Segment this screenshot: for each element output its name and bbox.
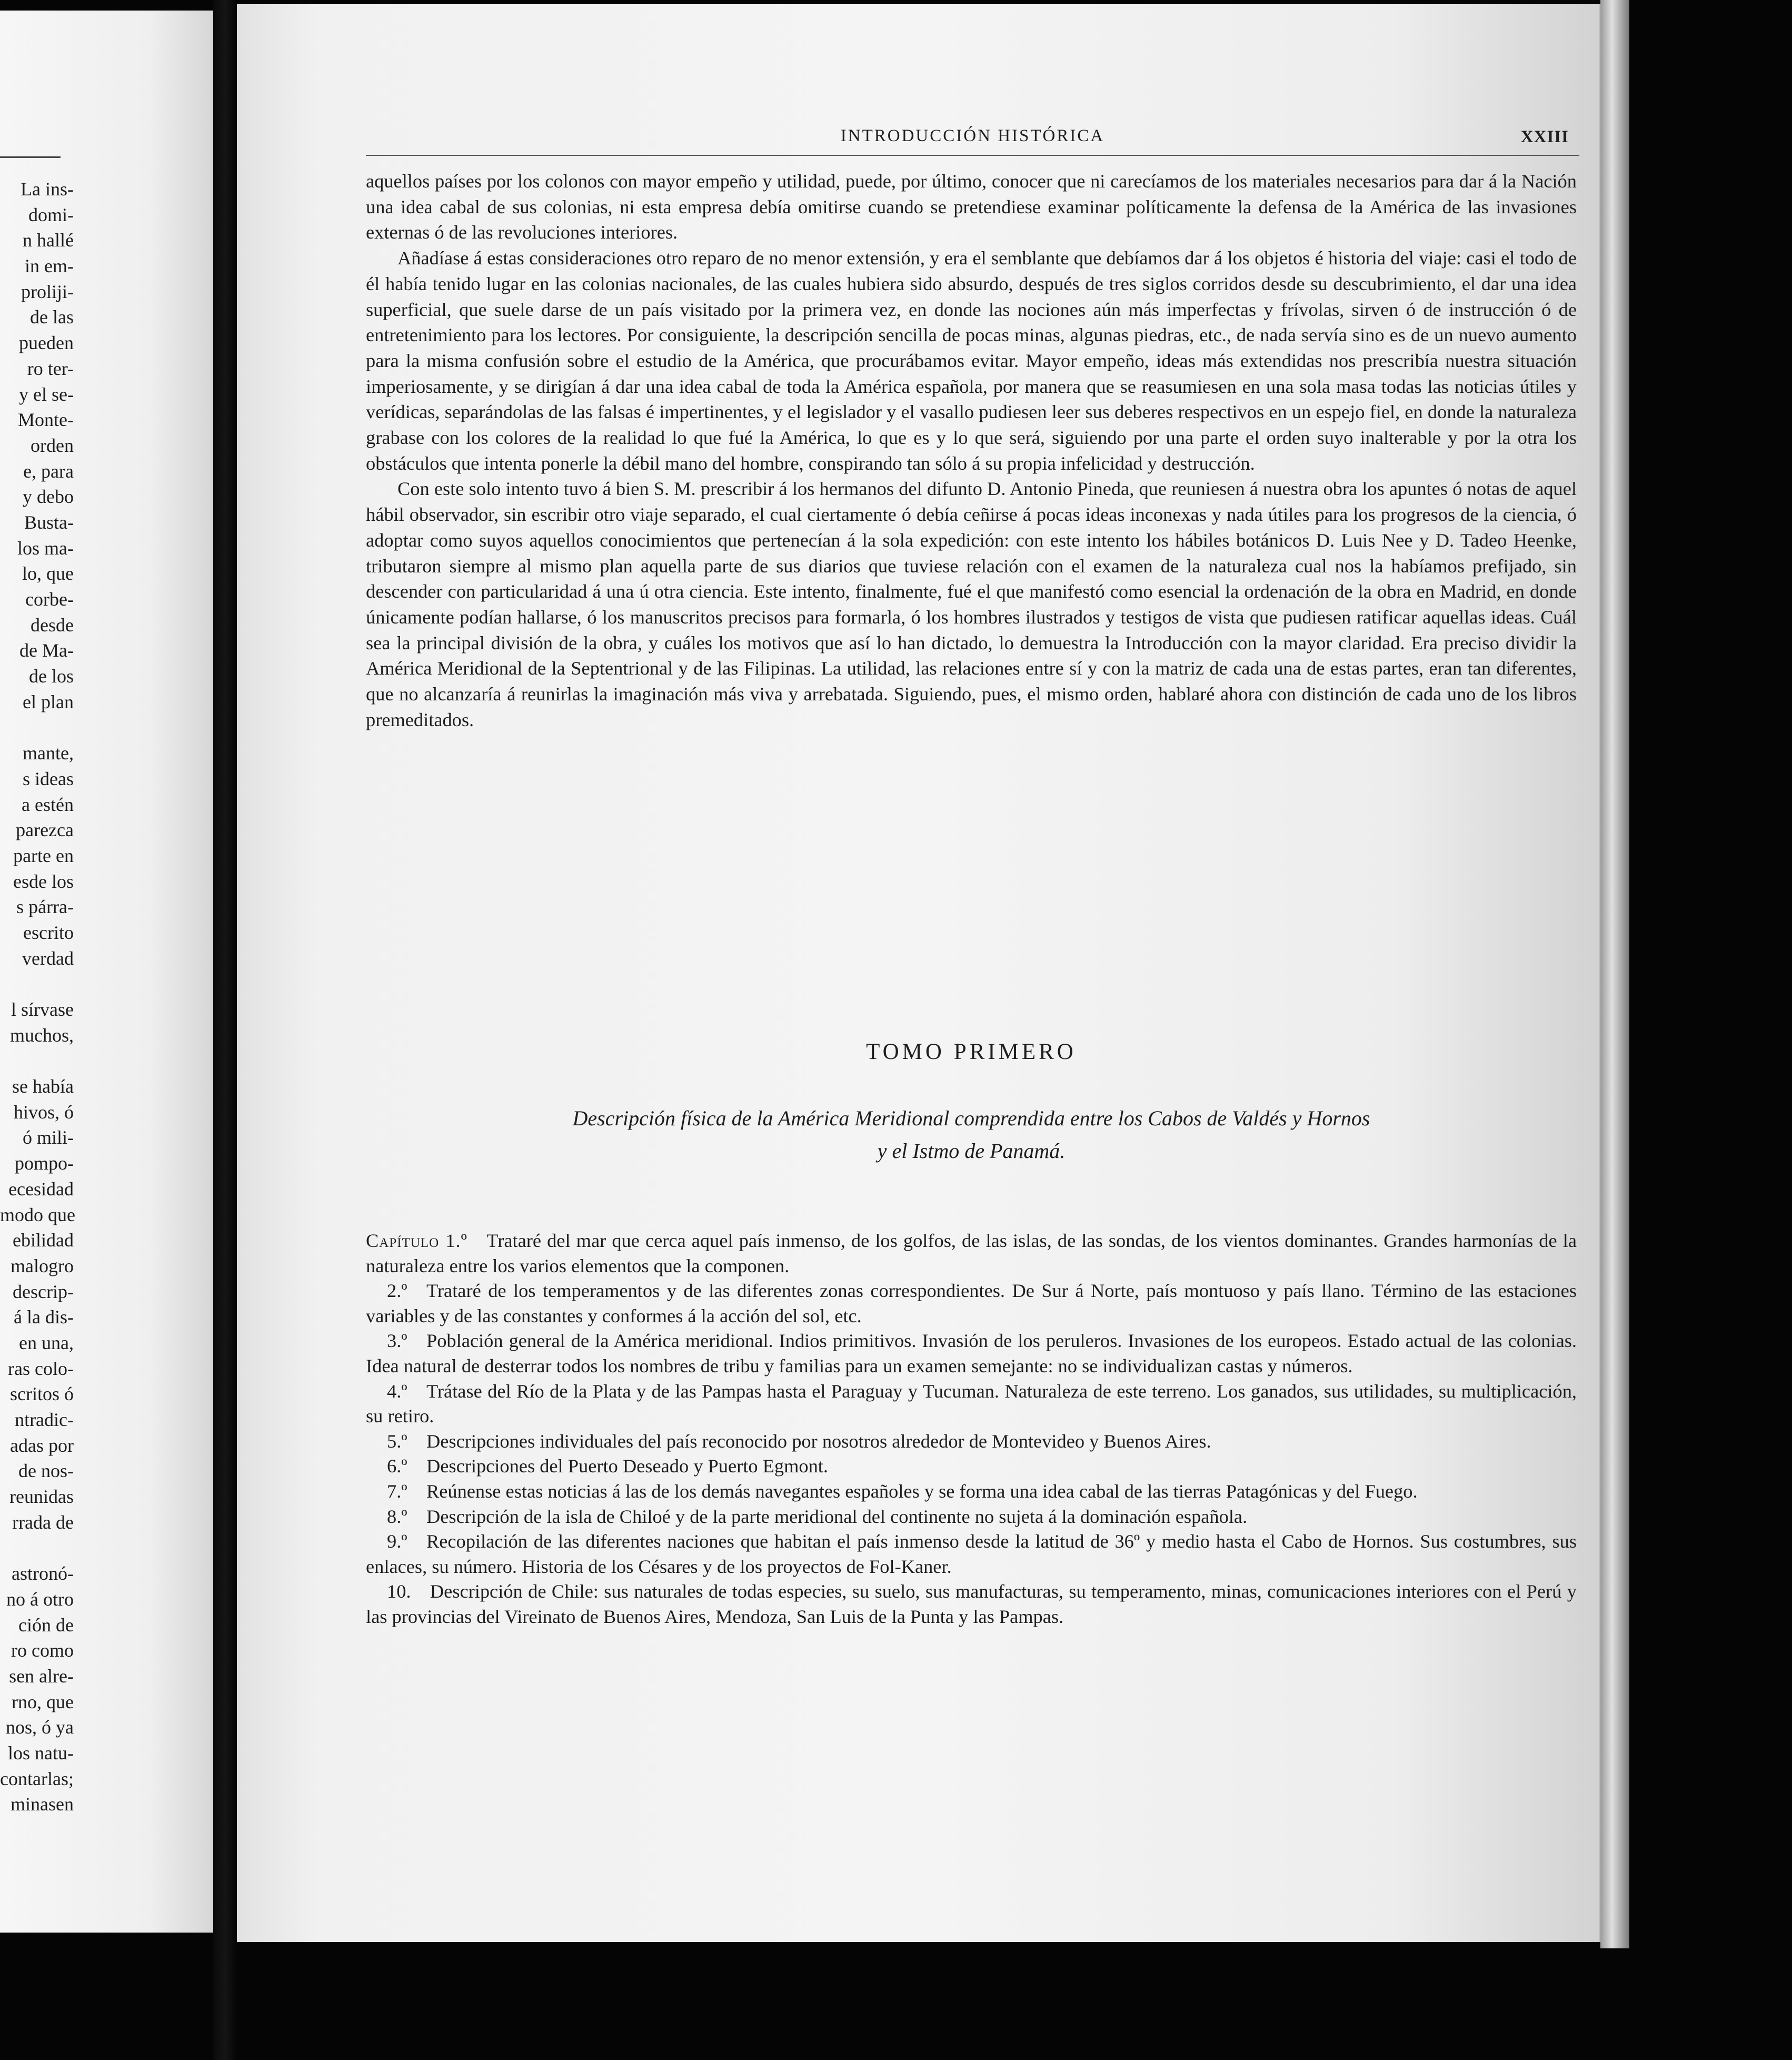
previous-page-line: en una,	[19, 1332, 74, 1353]
paragraph: Con este solo intento tuvo á bien S. M. prescribir á los hermanos del difunto D. Antonio Pineda, que reuniesen á nuestra obra los apuntes ó notas de aquel hábil observador, sin escribir otro viaje separado, el cual ciertamente ó debía ceñirse á pocas ideas inconexas y nada útiles para los progresos de la ciencia, ó adoptar como suyos aquellos conocimientos que pertenecían á la sola expedición: con este intento los hábiles botánicos D. Luis Nee y D. Tadeo Heenke, tributaron siempre al mismo plan aquella parte de sus diarios que tuviese relación con el examen de la naturaleza cual nos la habíamos prefijado, sin descender con particularidad á una ú otra ciencia. Este intento, finalmente, fué el que manifestó como esencial la ordenación de la obra en Madrid, en donde únicamente podían hallarse, ó los manuscritos precisos para formarla, ó los hombres ilustrados y testigos de vista que pudiesen ratificar aquellas ideas. Cuál sea la principal división de la obra, y cuáles los motivos que así lo han dictado, lo demuestra la Introducción con la mayor claridad. Era preciso dividir la América Meridional de la Septentrional y de las Filipinas. La utilidad, las relaciones entre sí y con la matriz de cada una de estas partes, eran tan diferentes, que no alcanzaría á reunirlas la imaginación más viva y arrebatada. Siguiendo, pues, el mismo orden, hablaré ahora con distinción de cada uno de los libros premeditados.	[366, 478, 1577, 730]
chapter-text: Descripción de la isla de Chiloé y de la parte meridional del continente no sujeta á la dominación española.	[426, 1506, 1248, 1527]
chapter-text: Descripciones del Puerto Deseado y Puerto Egmont.	[426, 1455, 828, 1477]
previous-page-line: y debo	[23, 486, 74, 508]
previous-page-line: de las	[30, 306, 74, 328]
chapter-label: 5.º	[387, 1430, 407, 1452]
chapter-entry	[366, 1279, 1577, 1329]
chapter-text: Descripción de Chile: sus naturales de todas especies, su suelo, sus manufacturas, su temperamento, minas, comunicaciones interiores con el Perú y las provincias del Vireinato de Buenos Aires, Mendoza, San Luis de la Punta y las Pampas.	[366, 1581, 1577, 1627]
chapter-entry	[366, 1579, 1577, 1629]
previous-page-line: parezca	[16, 819, 74, 841]
paragraph: aquellos países por los colonos con mayor empeño y utilidad, puede, por último, conocer que ni carecíamos de los materiales necesarios para dar á la Nación una idea cabal de sus colonias, ni esta empresa debía omitirse cuando se pretendiese examinar políticamente la defensa de la América de las invasiones externas ó de las revoluciones interiores.	[366, 171, 1577, 243]
previous-page-line: mante,	[23, 742, 74, 764]
page-number: XXIII	[1520, 127, 1569, 146]
previous-page-line: proliji-	[21, 281, 74, 302]
previous-page-line: el plan	[23, 691, 74, 712]
chapter-text: Trátase del Río de la Plata y de las Pampas hasta el Paraguay y Tucuman. Naturaleza de este terreno. Los ganados, sus utilidades, su multiplicación, su retiro.	[366, 1380, 1577, 1427]
running-header	[366, 126, 1579, 153]
previous-page-line: ción de	[18, 1614, 74, 1636]
previous-page-line: no á otro	[6, 1588, 74, 1610]
chapter-entry	[366, 1329, 1577, 1379]
chapter-text: Trataré del mar que cerca aquel país inmenso, de los golfos, de las islas, de las sondas, de los vientos dominantes. Grandes harmonías de la naturaleza entre los varios elementos que la componen.	[366, 1230, 1577, 1276]
chapter-label: 6.º	[387, 1455, 407, 1477]
document-page	[237, 4, 1611, 1942]
previous-page-line: malogro	[11, 1255, 74, 1276]
previous-page-line: s párra-	[16, 896, 74, 918]
previous-page-line: pueden	[19, 332, 74, 354]
chapter-entry	[366, 1529, 1577, 1579]
previous-page-line: La ins-	[21, 179, 74, 200]
previous-page-line: se había	[12, 1076, 74, 1097]
previous-page-line: sen alre-	[9, 1665, 74, 1687]
previous-page-line	[0, 1535, 74, 1561]
previous-page-line: á la dis-	[14, 1306, 74, 1328]
previous-page-line: lo, que	[22, 563, 74, 585]
previous-page-line: orden	[31, 434, 74, 456]
previous-page-line: in em-	[25, 255, 74, 277]
chapter-label: 7.º	[387, 1480, 407, 1502]
previous-page-line: de nos-	[18, 1460, 74, 1482]
previous-page-line: los ma-	[17, 537, 74, 559]
chapter-label: 8.º	[387, 1506, 407, 1527]
chapter-text: Población general de la América meridional. Indios primitivos. Invasión de los peruleros. Invasiones de los europeos. Estado actual de las colonias. Idea natural de desterrar todos los nombres de tribu y familias para un examen semejante: no se individualizan castas y números.	[366, 1330, 1577, 1376]
previous-page-line: muchos,	[10, 1024, 74, 1046]
previous-page-line: rno, que	[12, 1691, 74, 1712]
previous-page-line: de Ma-	[19, 640, 74, 661]
section-subtitle	[366, 1102, 1577, 1167]
chapter-entry	[366, 1479, 1577, 1504]
previous-page-line: ras colo-	[8, 1358, 74, 1379]
chapter-entry	[366, 1379, 1577, 1429]
previous-page-line: s ideas	[23, 768, 74, 789]
chapter-label: 4.º	[387, 1380, 407, 1402]
previous-page-line: descrip-	[13, 1281, 74, 1302]
chapter-entry	[366, 1229, 1577, 1279]
previous-page-line: reunidas	[9, 1486, 74, 1508]
previous-page-line: escrito	[23, 922, 74, 943]
previous-page-line: ebilidad	[13, 1230, 74, 1251]
previous-page-line: n hallé	[23, 230, 74, 251]
chapter-label: 2.º	[387, 1280, 407, 1302]
previous-page-line: Monte-	[18, 409, 74, 431]
chapter-label: Capítulo 1.º	[366, 1230, 467, 1251]
previous-page-line: hivos, ó	[13, 1101, 74, 1123]
previous-page-line: nos, ó ya	[6, 1717, 74, 1738]
previous-page-strip	[0, 11, 213, 1933]
header-rule	[366, 155, 1579, 156]
previous-page-line: minasen	[11, 1794, 74, 1815]
book-gutter	[213, 0, 237, 2060]
section-heading: TOMO PRIMERO	[866, 1039, 1077, 1064]
previous-page-line: astronó-	[12, 1563, 74, 1584]
chapter-entry	[366, 1504, 1577, 1530]
previous-page-line: e, para	[23, 460, 74, 482]
chapter-entry	[366, 1454, 1577, 1479]
previous-page-text	[0, 176, 74, 1817]
previous-page-line: ro como	[11, 1640, 74, 1661]
previous-page-line: adas por	[10, 1434, 74, 1456]
previous-page-line: contarlas;	[0, 1768, 74, 1789]
chapter-text: Trataré de los temperamentos y de las diferentes zonas correspondientes. De Sur á Norte, país montuoso y país llano. Término de las estaciones variables y de las constantes y conformes á la acción del sol, etc.	[366, 1280, 1577, 1326]
chapter-label: 3.º	[387, 1330, 407, 1352]
page-edge	[1600, 0, 1629, 1948]
previous-page-line: esde los	[13, 870, 74, 892]
previous-page-line: desde	[31, 614, 74, 636]
previous-page-line: Busta-	[24, 511, 74, 533]
previous-page-line: corbe-	[25, 589, 74, 610]
previous-page-line: y el se-	[19, 383, 74, 405]
paragraph: Añadíase á estas consideraciones otro reparo de no menor extensión, y era el semblante que debíamos dar á los objetos é historia del viaje: casi el todo de él había tenido lugar en las colonias nacionales, de las cuales hubiera sido absurdo, después de tres siglos corridos desde su descubrimiento, el dar una idea superficial, que suele darse de un país visitado por la primera vez, en donde las nociones aún más imperfectas y frívolas, sirven ó de instrucción ó de entretenimiento para los lectores. Por consiguiente, la descripción sencilla de pocas minas, algunas piedras, etc., de nada servía sino es de un nuevo aumento para la misma confusión sobre el estudio de la América, que procurábamos evitar. Mayor empeño, ideas más extendidas nos prescribía nuestra situación imperiosamente, y se dirigían á dar una idea cabal de toda la América española, por manera que se reasumiesen en una sola masa todas las noticias útiles y verídicas, separándolas de las falsas é impertinentes, y el legislador y el vasallo pudiesen leer sus deberes respectivos en un espejo fiel, en donde la naturaleza grabase con los colores de la realidad lo que fué la América, lo que es y lo que será, siguiendo por una parte el orden suyo inalterable y por la otra los obstáculos que intenta ponerle la débil mano del hombre, conspirando tan sólo á su propia infelicidad y destrucción.	[366, 247, 1577, 474]
previous-page-line: ntradic-	[15, 1409, 74, 1430]
previous-page-line: verdad	[22, 947, 74, 969]
chapter-entry	[366, 1429, 1577, 1454]
previous-page-line: ro ter-	[27, 358, 74, 379]
running-title: INTRODUCCIÓN HISTÓRICA	[840, 126, 1105, 145]
subtitle-line-2: y el Istmo de Panamá.	[877, 1139, 1066, 1163]
chapter-text: Descripciones individuales del país reconocido por nosotros alrededor de Montevideo y Buenos Aires.	[426, 1430, 1211, 1452]
previous-page-line: scritos ó	[10, 1383, 74, 1405]
previous-page-line: domi-	[28, 204, 74, 225]
previous-page-line: rrada de	[12, 1511, 74, 1533]
chapter-label: 9.º	[387, 1531, 407, 1552]
previous-page-line	[0, 715, 74, 740]
chapter-text: Reúnense estas noticias á las de los demás navegantes españoles y se forma una idea cabal de las tierras Patagónicas y del Fuego.	[426, 1480, 1418, 1502]
subtitle-line-1: Descripción física de la América Meridional comprendida entre los Cabos de Valdés y Hornos	[572, 1106, 1370, 1130]
previous-page-line: ó mili-	[23, 1127, 74, 1148]
previous-page-line	[0, 971, 74, 997]
previous-page-line: modo que	[0, 1204, 75, 1225]
previous-page-line: de los	[29, 666, 74, 687]
previous-page-line: los natu-	[8, 1742, 74, 1764]
previous-page-line: pompo-	[15, 1153, 74, 1174]
previous-page-line	[0, 1048, 74, 1074]
previous-page-line: parte en	[13, 845, 74, 866]
previous-page-header-rule	[0, 156, 61, 158]
chapter-label: 10.	[387, 1581, 411, 1602]
intro-text	[366, 169, 1577, 732]
previous-page-line: l sírvase	[11, 999, 74, 1020]
chapter-list	[366, 1229, 1577, 1630]
chapter-text: Recopilación de las diferentes naciones que habitan el país inmenso desde la latitud de 36º y medio hasta el Cabo de Hornos. Sus costumbres, sus enlaces, su número. Historia de los Césares y de los proyectos de Fol-Kaner.	[366, 1531, 1577, 1577]
previous-page-line: a estén	[22, 794, 74, 815]
previous-page-line: ecesidad	[8, 1178, 74, 1200]
